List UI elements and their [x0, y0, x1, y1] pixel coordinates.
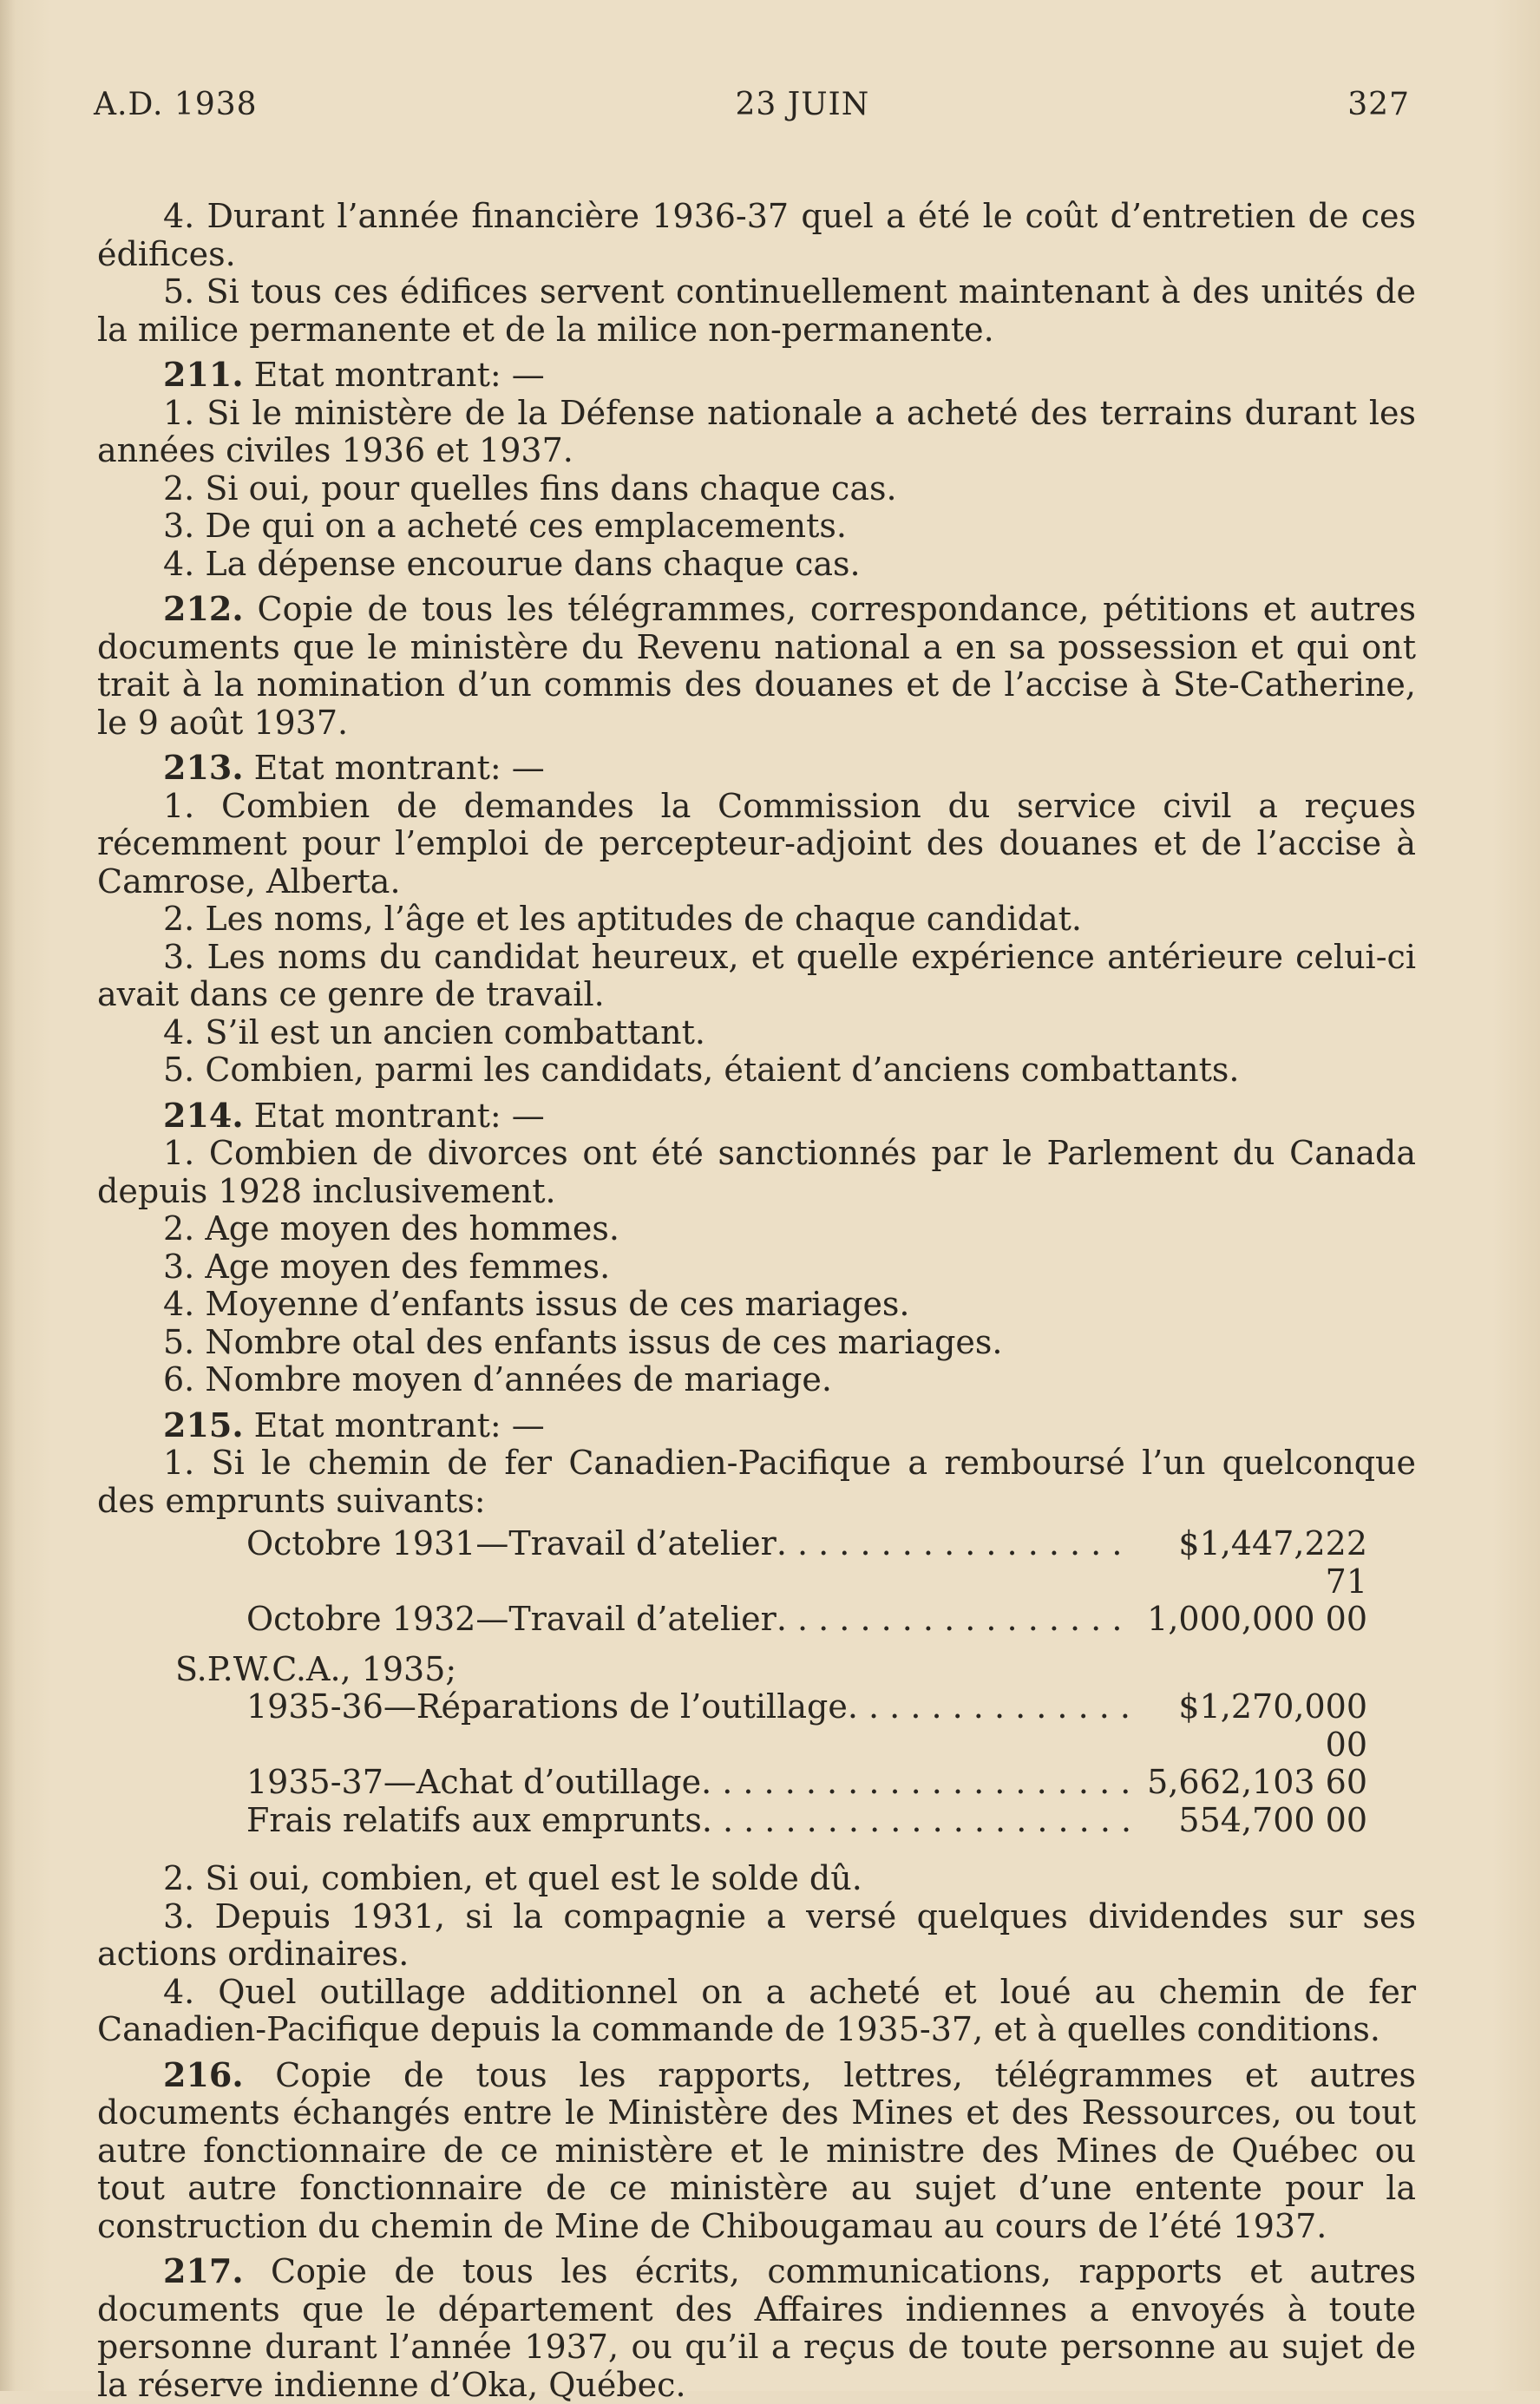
question-text: Copie de tous les télégrammes, correspondance, pétitions et autres documents que le ministère du Revenu national a en sa possession et qui ont trait à la nomination d’un commis des douanes et de l’accise à Ste-Catherine, le 9 août 1937. — [97, 590, 1416, 742]
question-number: 217. — [163, 2251, 244, 2290]
question-214-heading — [97, 1097, 1416, 1136]
loan-amount: $1,447,222 71 — [1178, 1524, 1367, 1601]
table-row — [97, 1525, 1367, 1601]
list-item: 2. Les noms, l’âge et les aptitudes de chaque candidat. — [163, 900, 1082, 938]
list-item: 4. La dépense encourue dans chaque cas. — [163, 544, 861, 583]
question-number: 213. — [163, 748, 244, 787]
list-item: 4. Moyenne d’enfants issus de ces mariages. — [163, 1285, 910, 1323]
paragraph: 5. Si tous ces édifices servent continuellement maintenant à des unités de la milice permanente et de la milice non-permanente. — [97, 272, 1416, 349]
table-row — [97, 1688, 1367, 1764]
page-number: 327 — [1347, 87, 1410, 122]
list-item: 2. Age moyen des hommes. — [163, 1209, 619, 1248]
list-item: 1. Si le chemin de fer Canadien-Pacifique a remboursé l’un quelconque des emprunts suivants: — [97, 1444, 1416, 1520]
list-item: 2. Si oui, combien, et quel est le solde dû. — [163, 1859, 862, 1897]
table-row — [97, 1601, 1367, 1639]
spacer — [97, 1843, 1416, 1860]
header-year: A.D. 1938 — [94, 87, 258, 122]
question-text: Copie de tous les écrits, communications, rapports et autres documents que le département des Affaires indiennes a envoyés à toute personne durant l’année 1937, ou qu’il a reçus de toute personne au sujet de la réserve indienne d’Oka, Québec. — [97, 2252, 1416, 2404]
question-heading-text: Etat montrant: — — [243, 749, 545, 787]
list-item: 3. Depuis 1931, si la compagnie a versé quelques dividendes sur ses actions ordinaires. — [97, 1896, 1416, 1973]
loan-label: Frais relatifs aux emprunts . . . — [246, 1802, 1133, 1840]
list-item: 5. Nombre otal des enfants issus de ces mariages. — [163, 1322, 1003, 1361]
loan-amount: $1,270,000 00 — [1178, 1687, 1367, 1764]
loan-amount: 554,700 00 — [1178, 1800, 1367, 1839]
list-item: 5. Combien, parmi les candidats, étaient d’anciens combattants. — [163, 1051, 1240, 1089]
question-213-heading — [97, 749, 1416, 788]
question-number: 215. — [163, 1405, 244, 1444]
list-item: 4. Quel outillage additionnel on a acheté et loué au chemin de fer Canadien-Pacifique depuis la commande de 1935-37, et à quelles conditions. — [97, 1972, 1416, 2048]
question-211-heading — [97, 356, 1416, 395]
question-number: 214. — [163, 1095, 244, 1135]
list-item: 1. Combien de demandes la Commission du service civil a reçues récemment pour l’emploi de percepteur-adjoint des douanes et de l’accise à Camrose, Alberta. — [97, 786, 1416, 901]
question-number: 216. — [163, 2054, 244, 2094]
list-item: 3. De qui on a acheté ces emplacements. — [163, 507, 847, 545]
question-number: 211. — [163, 355, 244, 394]
question-number: 212. — [163, 589, 244, 628]
loans-table — [97, 1525, 1416, 1839]
table-row — [97, 1802, 1367, 1840]
list-item: 3. Age moyen des femmes. — [163, 1247, 611, 1286]
loan-label: 1935-37—Achat d’outillage . . . — [246, 1764, 1133, 1802]
list-item: 2. Si oui, pour quelles fins dans chaque cas. — [163, 468, 897, 508]
question-heading-text: Etat montrant: — — [243, 1405, 545, 1444]
document-body — [97, 198, 1416, 2404]
question-215-heading — [97, 1406, 1416, 1445]
list-item: 6. Nombre moyen d’années de mariage. — [163, 1360, 832, 1399]
list-item: 3. Les noms du candidat heureux, et quelle expérience antérieure celui-ci avait dans ce genre de travail. — [97, 937, 1416, 1013]
loan-label: Octobre 1932—Travail d’atelier . . . — [246, 1601, 1133, 1639]
table-row — [97, 1764, 1367, 1802]
header-date: 23 JUIN — [735, 87, 870, 122]
question-212 — [97, 590, 1416, 742]
question-heading-text: Etat montrant: — — [243, 1096, 545, 1135]
page-header — [94, 87, 1410, 122]
loan-label: Octobre 1931—Travail d’atelier . . . — [246, 1525, 1133, 1563]
list-item: 1. Si le ministère de la Défense nationale a acheté des terrains durant les années civiles 1936 et 1937. — [97, 393, 1416, 469]
question-text: Copie de tous les rapports, lettres, télégrammes et autres documents échangés entre le Ministère des Mines et des Ressources, ou tout autre fonctionnaire de ce ministère et le ministre des Mines de Québec ou tout autre fonctionnaire de ce ministère au sujet d’une entente pour la construction du chemin de Mine de Chibougamau au cours de l’été 1937. — [97, 2055, 1416, 2245]
question-heading-text: Etat montrant: — — [243, 356, 545, 394]
loan-label: 1935-36—Réparations de l’outillage . . . — [246, 1688, 1133, 1726]
question-216 — [97, 2056, 1416, 2246]
question-217 — [97, 2252, 1416, 2404]
loans-subheading: S.P.W.C.A., 1935; — [175, 1649, 457, 1688]
paragraph: 4. Durant l’année financière 1936-37 quel a été le coût d’entretien de ces édifices. — [97, 197, 1416, 273]
list-item: 1. Combien de divorces ont été sanctionnés par le Parlement du Canada depuis 1928 inclusivement. — [97, 1134, 1416, 1210]
loan-amount: 5,662,103 60 — [1147, 1763, 1367, 1801]
loan-amount: 1,000,000 00 — [1147, 1600, 1367, 1638]
list-item: 4. S’il est un ancien combattant. — [163, 1012, 705, 1051]
